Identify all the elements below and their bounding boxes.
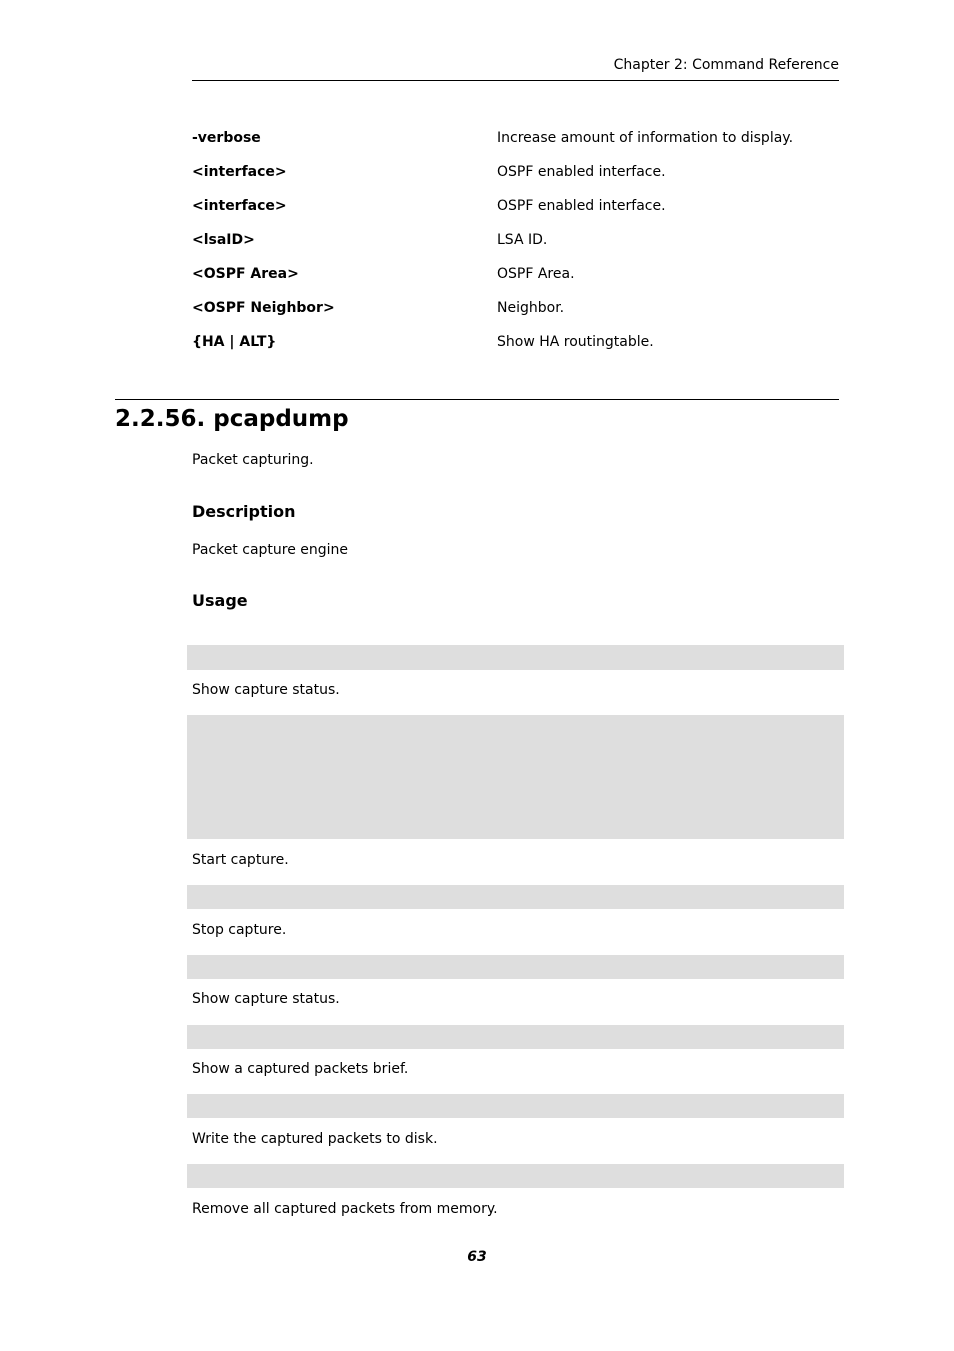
parameter-name: <interface> [192,198,287,214]
parameter-description: OSPF enabled interface. [497,198,666,214]
parameter-row [192,297,839,331]
parameter-description: OSPF Area. [497,266,575,282]
parameter-name: <OSPF Area> [192,266,299,282]
code-block [187,955,844,979]
header-divider [192,80,839,81]
parameter-name: <interface> [192,164,287,180]
chapter-header: Chapter 2: Command Reference [613,57,839,73]
code-block [187,715,844,839]
usage-description: Remove all captured packets from memory. [192,1201,498,1217]
parameter-name: {HA | ALT} [192,334,277,350]
code-block [187,885,844,909]
usage-description: Write the captured packets to disk. [192,1131,438,1147]
parameter-name: <lsaID> [192,232,255,248]
code-block [187,645,844,670]
section-title: 2.2.56. pcapdump [115,406,349,432]
parameter-row [192,331,839,365]
parameter-table [192,127,839,365]
code-block [187,1164,844,1188]
parameter-row [192,195,839,229]
usage-description: Show capture status. [192,991,340,1007]
parameter-row [192,127,839,161]
parameter-description: OSPF enabled interface. [497,164,666,180]
parameter-description: Neighbor. [497,300,565,316]
parameter-row [192,263,839,297]
parameter-description: Show HA routingtable. [497,334,654,350]
parameter-name: <OSPF Neighbor> [192,300,335,316]
parameter-row [192,161,839,195]
usage-description: Show capture status. [192,682,340,698]
code-block [187,1025,844,1049]
usage-heading: Usage [192,591,248,610]
section-divider [115,399,839,400]
usage-description: Start capture. [192,852,289,868]
section-summary: Packet capturing. [192,452,314,468]
usage-description: Show a captured packets brief. [192,1061,409,1077]
description-text: Packet capture engine [192,542,349,558]
parameter-row [192,229,839,263]
parameter-description: Increase amount of information to display. [497,130,794,146]
code-block [187,1094,844,1118]
description-heading: Description [192,502,296,521]
usage-description: Stop capture. [192,922,287,938]
page-number: 63 [467,1249,487,1265]
parameter-name: -verbose [192,130,261,146]
parameter-description: LSA ID. [497,232,548,248]
